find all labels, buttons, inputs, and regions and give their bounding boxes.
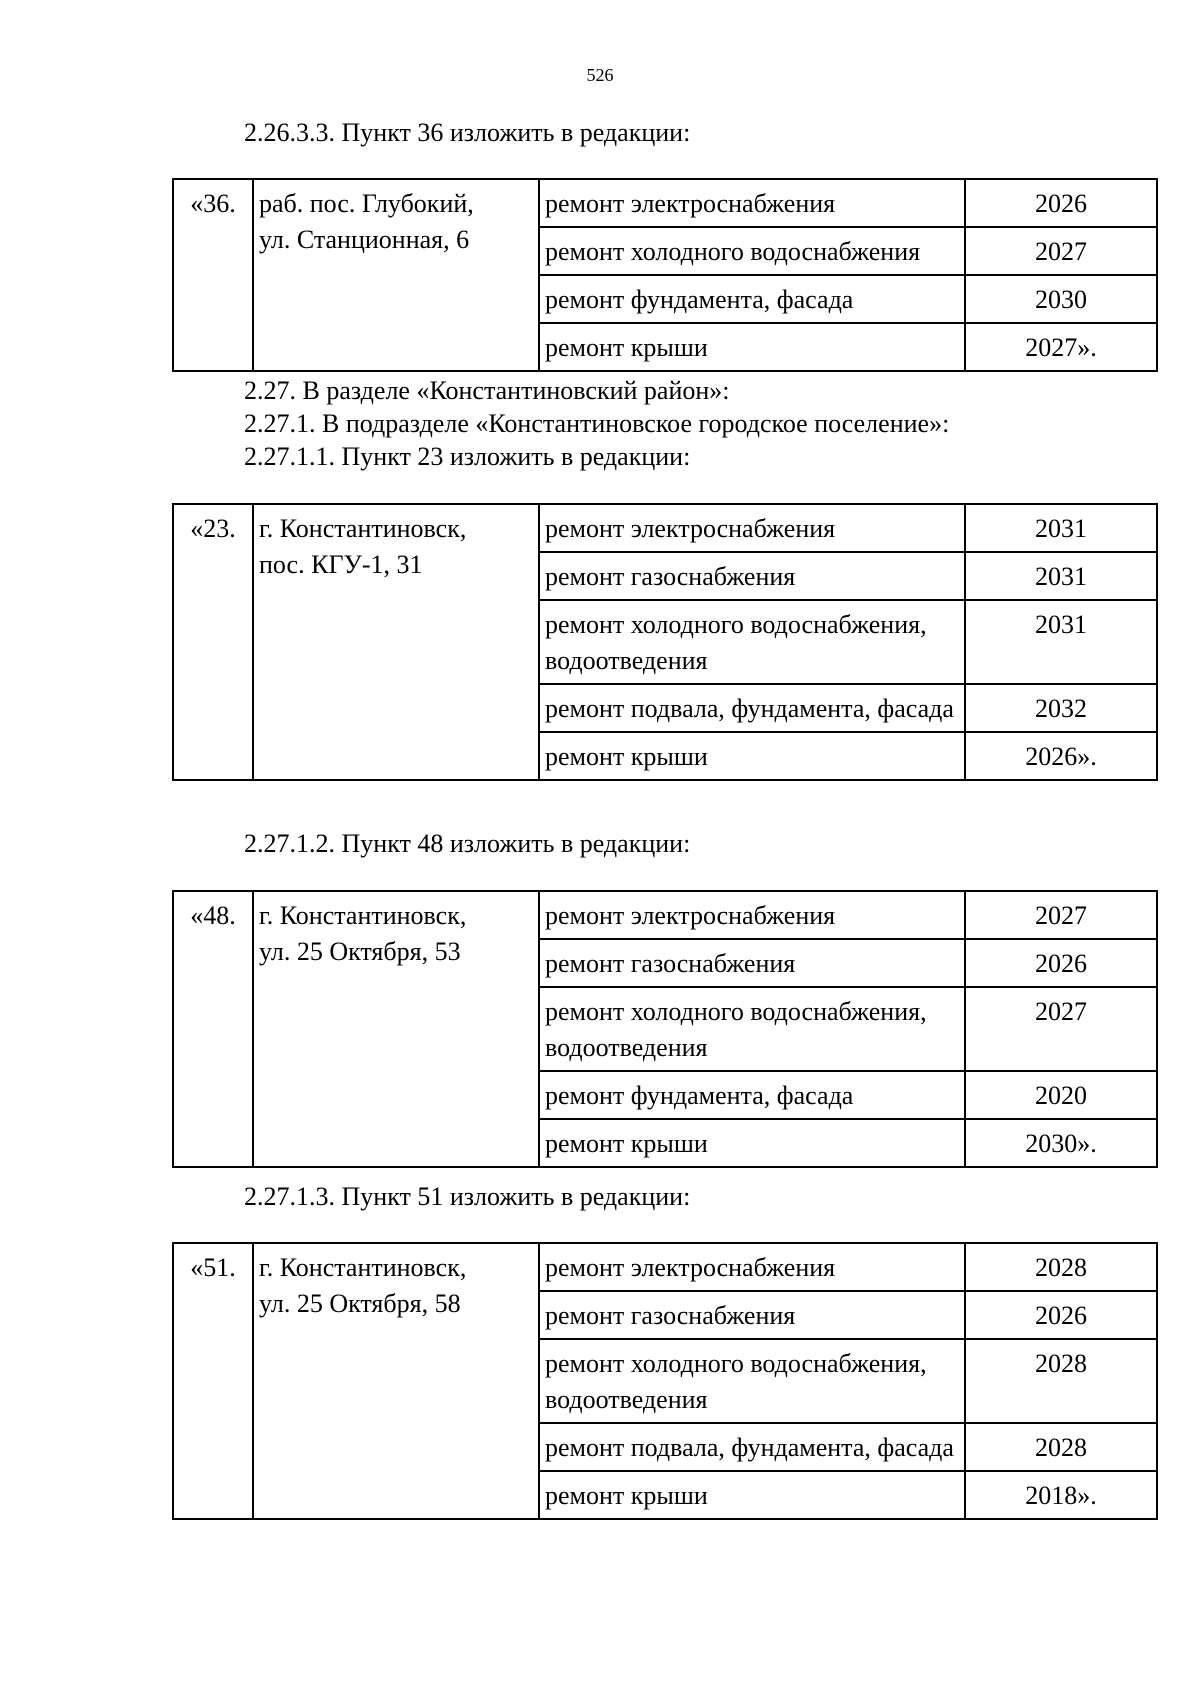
address-line: г. Константиновск, xyxy=(259,901,467,930)
work-cell: ремонт электроснабжения xyxy=(539,891,965,939)
work-cell: ремонт газоснабжения xyxy=(539,939,965,987)
address-line: ул. Станционная, 6 xyxy=(259,225,470,254)
paragraph-2-27-1-1: 2.27.1.1. Пункт 23 изложить в редакции: xyxy=(244,442,691,471)
year-cell: 2027». xyxy=(965,323,1157,371)
address-line: ул. 25 Октября, 53 xyxy=(259,937,461,966)
work-cell: ремонт подвала, фундамента, фасада xyxy=(539,684,965,732)
amendment-table-51 xyxy=(172,1242,1158,1520)
address-cell xyxy=(253,891,539,1167)
address-line: г. Константиновск, xyxy=(259,514,467,543)
table-row xyxy=(173,891,1157,939)
table-row xyxy=(173,1243,1157,1291)
work-cell: ремонт холодного водоснабжения, водоотведения xyxy=(539,600,965,684)
amendment-table-48 xyxy=(172,890,1158,1168)
work-cell: ремонт крыши xyxy=(539,1471,965,1519)
work-cell: ремонт газоснабжения xyxy=(539,1291,965,1339)
address-line: ул. 25 Октября, 58 xyxy=(259,1289,461,1318)
year-cell: 2020 xyxy=(965,1071,1157,1119)
address-cell xyxy=(253,179,539,371)
item-number: «51. xyxy=(173,1243,253,1519)
year-cell: 2027 xyxy=(965,227,1157,275)
year-cell: 2030». xyxy=(965,1119,1157,1167)
year-cell: 2026». xyxy=(965,732,1157,780)
year-cell: 2031 xyxy=(965,504,1157,552)
year-cell: 2026 xyxy=(965,1291,1157,1339)
address-cell xyxy=(253,504,539,780)
year-cell: 2030 xyxy=(965,275,1157,323)
address-cell xyxy=(253,1243,539,1519)
table-row xyxy=(173,179,1157,227)
work-cell: ремонт холодного водоснабжения, водоотведения xyxy=(539,987,965,1071)
year-cell: 2026 xyxy=(965,939,1157,987)
work-cell: ремонт электроснабжения xyxy=(539,179,965,227)
work-cell: ремонт крыши xyxy=(539,323,965,371)
work-cell: ремонт холодного водоснабжения xyxy=(539,227,965,275)
work-cell: ремонт крыши xyxy=(539,732,965,780)
work-cell: ремонт электроснабжения xyxy=(539,1243,965,1291)
work-cell: ремонт электроснабжения xyxy=(539,504,965,552)
work-cell: ремонт холодного водоснабжения, водоотведения xyxy=(539,1339,965,1423)
address-line: г. Константиновск, xyxy=(259,1253,467,1282)
year-cell: 2018». xyxy=(965,1471,1157,1519)
year-cell: 2026 xyxy=(965,179,1157,227)
year-cell: 2027 xyxy=(965,987,1157,1071)
paragraph-2-26-3-3: 2.26.3.3. Пункт 36 изложить в редакции: xyxy=(244,118,691,147)
paragraph-2-27: 2.27. В разделе «Константиновский район»: xyxy=(244,376,730,405)
year-cell: 2027 xyxy=(965,891,1157,939)
work-cell: ремонт газоснабжения xyxy=(539,552,965,600)
address-line: раб. пос. Глубокий, xyxy=(259,189,474,218)
year-cell: 2028 xyxy=(965,1423,1157,1471)
item-number: «36. xyxy=(173,179,253,371)
year-cell: 2032 xyxy=(965,684,1157,732)
item-number: «48. xyxy=(173,891,253,1167)
amendment-table-23 xyxy=(172,503,1158,781)
year-cell: 2031 xyxy=(965,552,1157,600)
year-cell: 2031 xyxy=(965,600,1157,684)
item-number: «23. xyxy=(173,504,253,780)
work-cell: ремонт фундамента, фасада xyxy=(539,275,965,323)
table-row xyxy=(173,504,1157,552)
paragraph-2-27-1: 2.27.1. В подразделе «Константиновское городское поселение»: xyxy=(244,409,950,438)
work-cell: ремонт фундамента, фасада xyxy=(539,1071,965,1119)
amendment-table-36 xyxy=(172,178,1158,372)
page-number: 526 xyxy=(586,65,614,85)
year-cell: 2028 xyxy=(965,1339,1157,1423)
work-cell: ремонт крыши xyxy=(539,1119,965,1167)
address-line: пос. КГУ-1, 31 xyxy=(259,550,423,579)
year-cell: 2028 xyxy=(965,1243,1157,1291)
paragraph-2-27-1-3: 2.27.1.3. Пункт 51 изложить в редакции: xyxy=(244,1182,691,1211)
paragraph-2-27-1-2: 2.27.1.2. Пункт 48 изложить в редакции: xyxy=(244,829,691,858)
work-cell: ремонт подвала, фундамента, фасада xyxy=(539,1423,965,1471)
